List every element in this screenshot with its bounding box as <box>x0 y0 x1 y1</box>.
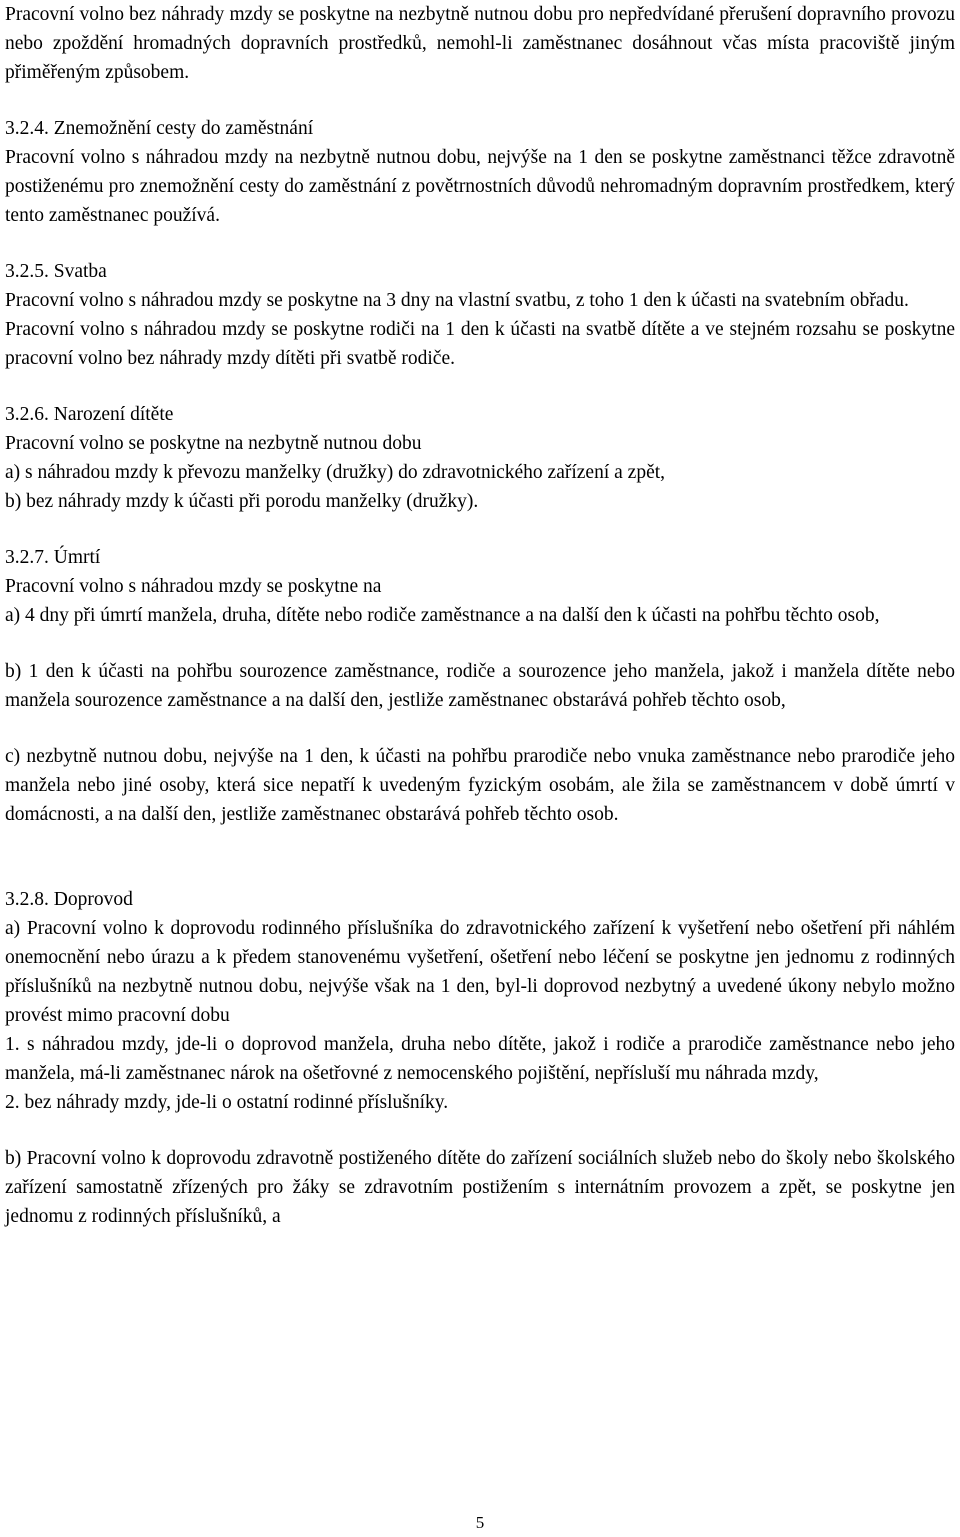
section-heading: 3.2.7. Úmrtí <box>5 547 101 568</box>
section-paragraph: Pracovní volno s náhradou mzdy se poskytne na 3 dny na vlastní svatbu, z toho 1 den k účasti na svatebním obřadu. <box>5 290 909 311</box>
section-paragraph: Pracovní volno s náhradou mzdy na nezbytně nutnou dobu, nejvýše na 1 den se poskytne zaměstnanci těžce zdravotně postiženému pro znemožnění cesty do zaměstnání z povětrnostních důvodů nehromadným dopravním prostředkem, který tento zaměstnanec používá. <box>5 147 955 226</box>
intro-paragraph: Pracovní volno bez náhrady mzdy se poskytne na nezbytně nutnou dobu pro nepředvídané přerušení dopravního provozu nebo zpoždění hromadných dopravních prostředků, nemohl-li zaměstnanec dosáhnout včas místa pracoviště jiným přiměřeným způsobem. <box>5 4 955 83</box>
list-item: b) 1 den k účasti na pohřbu sourozence zaměstnance, rodiče a sourozence jeho manžela, jakož i manžela dítěte nebo manžela sourozence zaměstnance a na další den, jestliže zaměstnanec obstarává pohřeb těchto osob, <box>5 661 955 711</box>
section-paragraph: Pracovní volno s náhradou mzdy se poskytne rodiči na 1 den k účasti na svatbě dítěte a ve stejném rozsahu se poskytne pracovní volno bez náhrady mzdy dítěti při svatbě rodiče. <box>5 319 955 369</box>
section-paragraph: Pracovní volno s náhradou mzdy se poskytne na <box>5 576 382 597</box>
page-number: 5 <box>475 1513 485 1532</box>
list-item: a) Pracovní volno k doprovodu rodinného příslušníka do zdravotnického zařízení k vyšetření nebo ošetření při náhlém onemocnění nebo úrazu a k předem stanovenému vyšetření, ošetření nebo léčení se poskytne jen jednomu z rodinných příslušníků na nezbytně nutnou dobu, nejvýše však na 1 den, byl-li doprovod nezbytný a uvedené úkony nebylo možno provést mimo pracovní dobu <box>5 918 955 1026</box>
list-item: c) nezbytně nutnou dobu, nejvýše na 1 den, k účasti na pohřbu prarodiče nebo vnuka zaměstnance nebo prarodiče jeho manžela nebo jiné osoby, která sice nepatří k uvedeným fyzickým osobám, ale žila se zaměstnancem v době úmrtí v domácnosti, a na další den, jestliže zaměstnanec obstarává pohřeb těchto osob. <box>5 746 955 825</box>
section-heading: 3.2.4. Znemožnění cesty do zaměstnání <box>5 118 314 139</box>
section-3-2-5 <box>5 257 955 373</box>
list-item: b) Pracovní volno k doprovodu zdravotně postiženého dítěte do zařízení sociálních služeb nebo do školy nebo školského zařízení samostatně zřízených pro žáky se zdravotním postižením s internátním provozem a zpět, se poskytne jen jednomu z rodinných příslušníků, a <box>5 1148 955 1227</box>
list-item: 1. s náhradou mzdy, jde-li o doprovod manžela, druha nebo dítěte, jakož i rodiče a prarodiče zaměstnance nebo jeho manžela, má-li zaměstnanec nárok na ošetřovné z nemocenského pojištění, nepřísluší mu náhrada mzdy, <box>5 1034 955 1084</box>
section-paragraph: Pracovní volno se poskytne na nezbytně nutnou dobu <box>5 433 422 454</box>
section-3-2-6 <box>5 400 955 516</box>
list-item: a) s náhradou mzdy k převozu manželky (družky) do zdravotnického zařízení a zpět, <box>5 462 666 483</box>
list-item: 2. bez náhrady mzdy, jde-li o ostatní rodinné příslušníky. <box>5 1092 449 1113</box>
list-item: b) bez náhrady mzdy k účasti při porodu manželky (družky). <box>5 491 479 512</box>
document-page <box>5 0 955 1231</box>
list-item: a) 4 dny při úmrtí manžela, druha, dítěte nebo rodiče zaměstnance a na další den k účasti na pohřbu těchto osob, <box>5 605 880 626</box>
section-3-2-8 <box>5 885 955 1231</box>
section-3-2-4 <box>5 114 955 230</box>
section-heading: 3.2.8. Doprovod <box>5 889 133 910</box>
section-heading: 3.2.6. Narození dítěte <box>5 404 174 425</box>
section-3-2-7 <box>5 543 955 829</box>
section-heading: 3.2.5. Svatba <box>5 261 107 282</box>
